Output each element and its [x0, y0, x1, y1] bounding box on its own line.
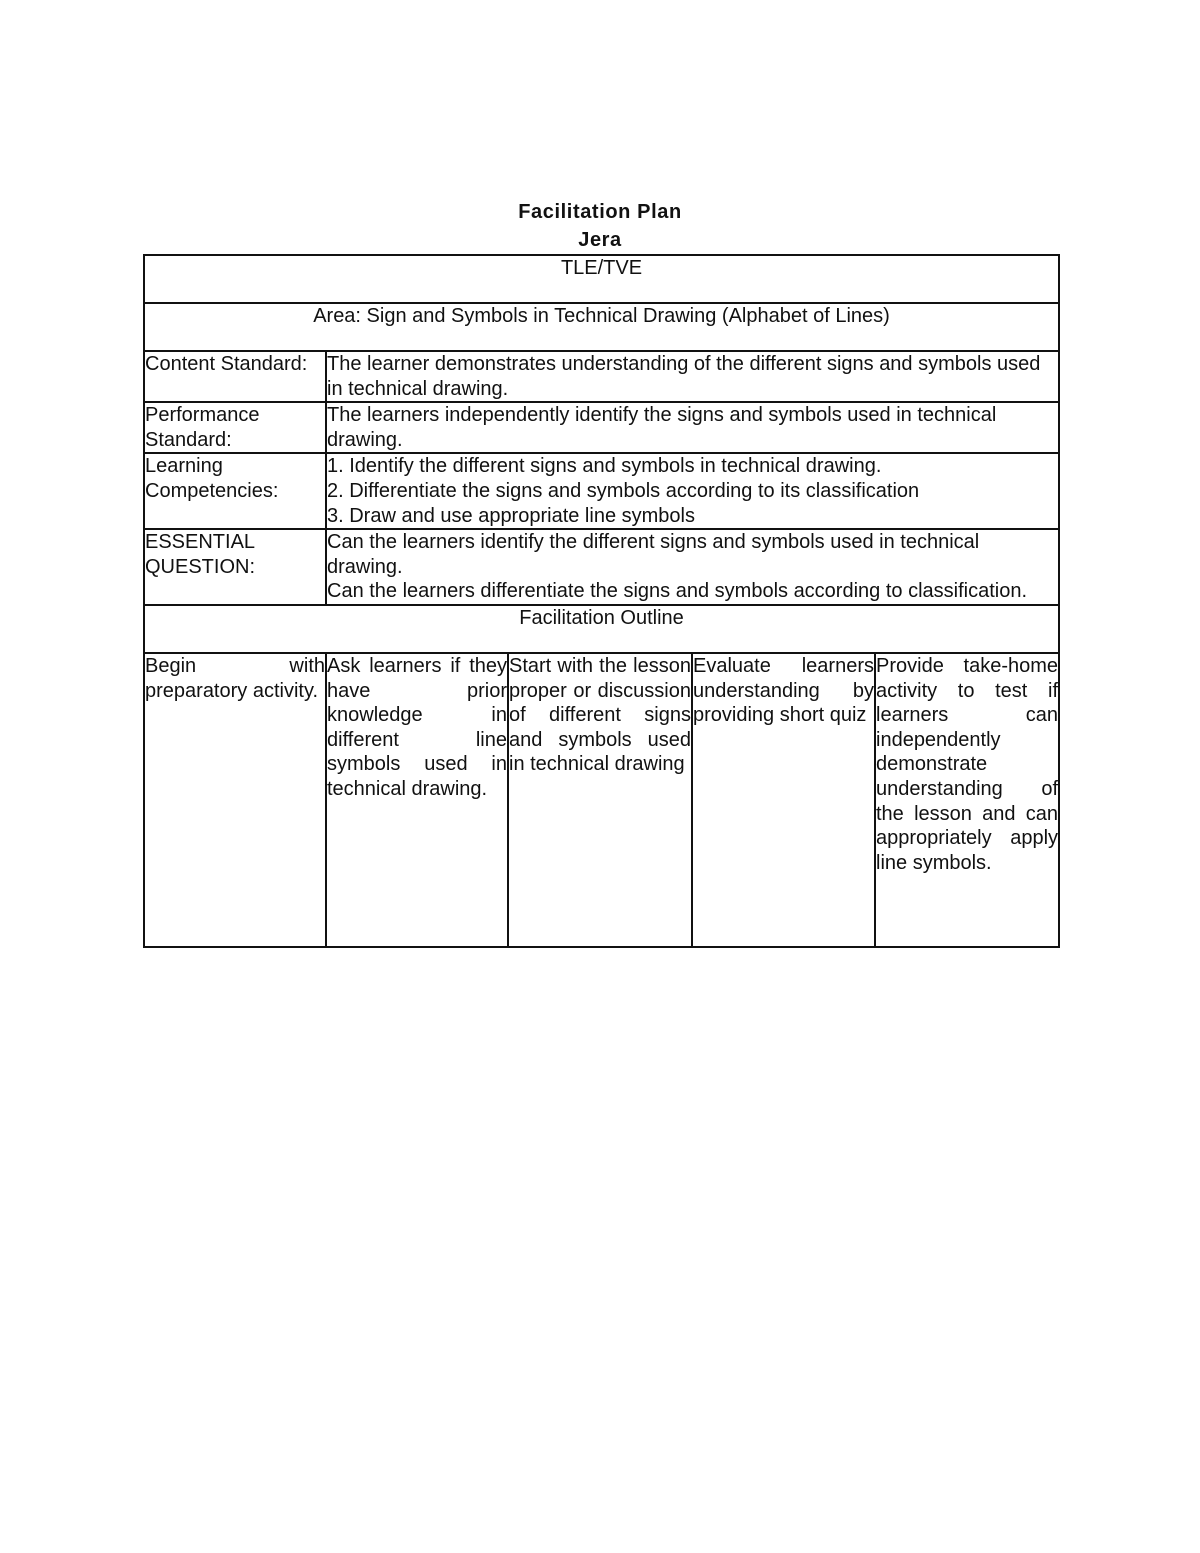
area-row: [144, 303, 1059, 351]
facilitation-plan-table: [143, 254, 1060, 948]
learning-competencies-value: [326, 453, 1059, 529]
outline-heading-cell: Facilitation Outline: [144, 605, 1059, 653]
outline-step-4: Evaluate learners understanding by providing short quiz: [692, 653, 875, 947]
subject-row: [144, 255, 1059, 303]
essential-question-row: [144, 529, 1059, 605]
performance-standard-value: [326, 402, 1059, 453]
outline-step-5: Provide take-home activity to test if learners can independently demonstrate understanding of the lesson and can appropriately apply line symbols.: [875, 653, 1059, 947]
outline-step-2: Ask learners if they have prior knowledge in different line symbols used in technical drawing.: [326, 653, 508, 947]
document-title: Facilitation Plan: [518, 201, 682, 223]
outline-heading-row: [144, 605, 1059, 653]
competency-item: 1. Identify the different signs and symbols in technical drawing.: [327, 455, 882, 478]
outline-step-1: Begin with preparatory activity.: [144, 653, 326, 947]
content-standard-label: Content Standard:: [144, 351, 326, 402]
performance-standard-row: [144, 402, 1059, 453]
essential-question-item: Can the learners identify the different signs and symbols used in technical drawing.: [327, 531, 980, 578]
content-standard-text: The learner demonstrates understanding of the different signs and symbols used in technical drawing.: [327, 353, 1041, 400]
outline-steps-row: [144, 653, 1059, 947]
performance-standard-label: Performance Standard:: [144, 402, 326, 453]
area-cell: Area: Sign and Symbols in Technical Drawing (Alphabet of Lines): [144, 303, 1059, 351]
content-standard-value: [326, 351, 1059, 402]
subject-cell: TLE/TVE: [144, 255, 1059, 303]
content-standard-row: [144, 351, 1059, 402]
essential-question-value: [326, 529, 1059, 605]
competency-item: 3. Draw and use appropriate line symbols: [327, 504, 695, 527]
outline-step-3: Start with the lesson proper or discussion of different signs and symbols used in technical drawing: [508, 653, 692, 947]
document-subtitle: Jera: [578, 229, 622, 251]
learning-competencies-row: [144, 453, 1059, 529]
essential-question-label: ESSENTIAL QUESTION:: [144, 529, 326, 605]
learning-competencies-label: Learning Competencies:: [144, 453, 326, 529]
essential-question-item: Can the learners differentiate the signs and symbols according to classification.: [327, 580, 1028, 603]
performance-standard-text: The learners independently identify the signs and symbols used in technical drawing.: [327, 404, 997, 451]
competency-item: 2. Differentiate the signs and symbols according to its classification: [327, 479, 920, 502]
